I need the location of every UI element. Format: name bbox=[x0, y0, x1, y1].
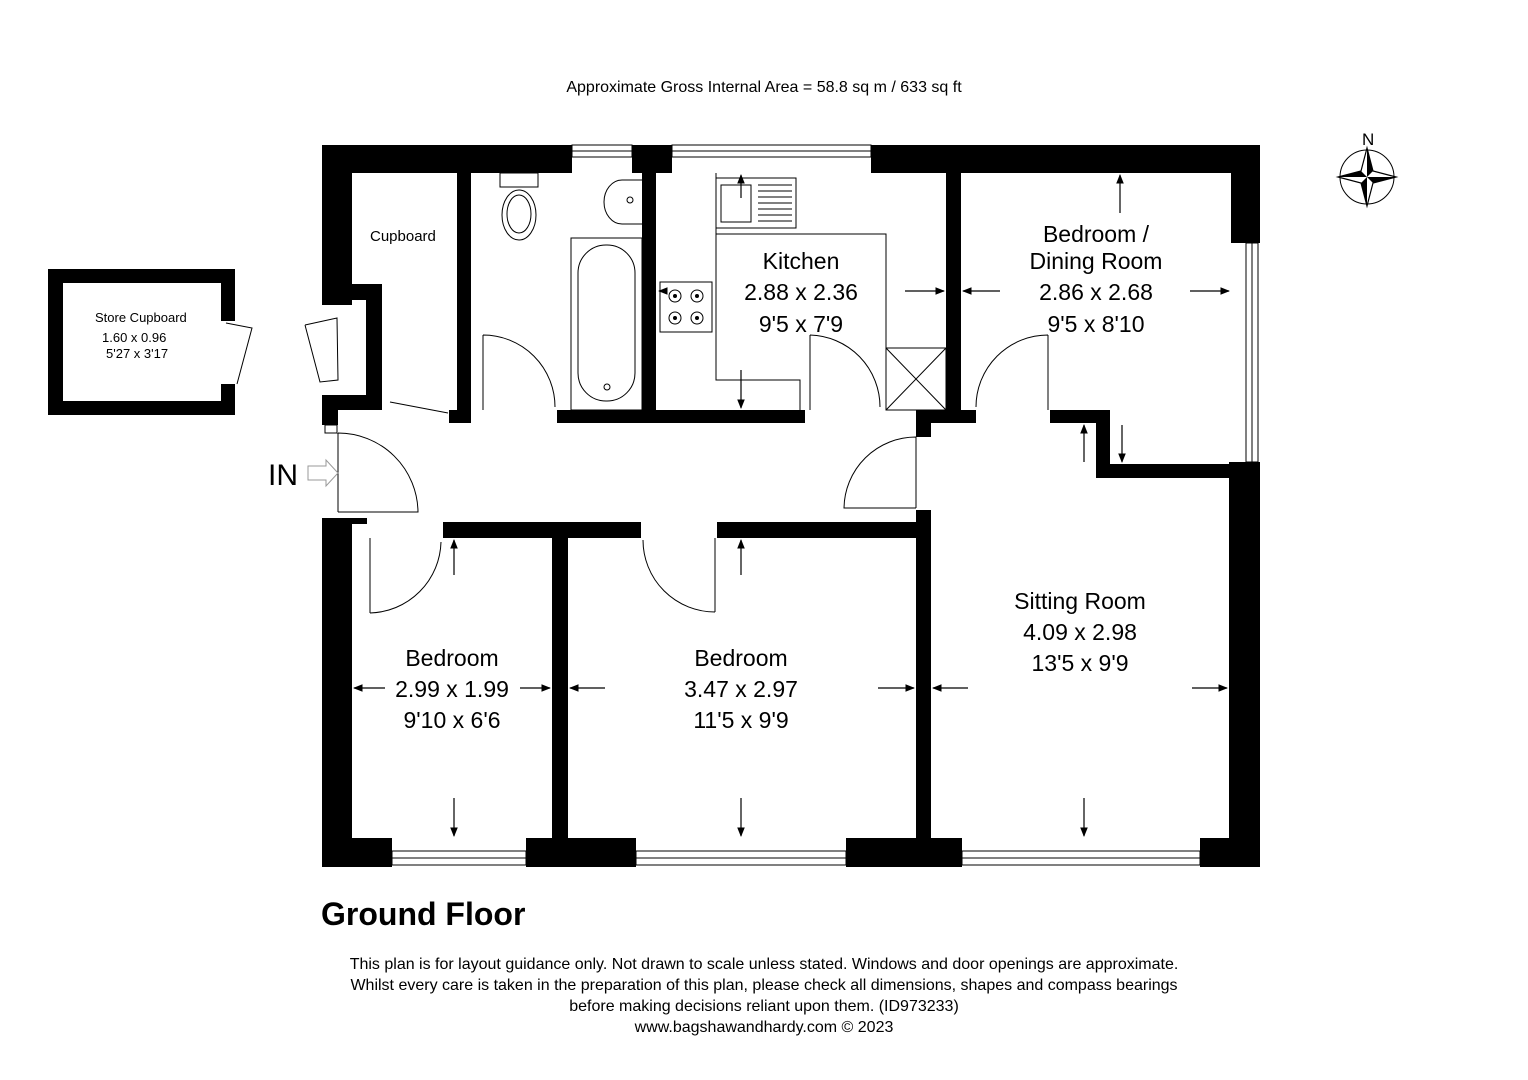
bedroom1-door bbox=[370, 538, 441, 613]
toilet-icon bbox=[500, 173, 538, 240]
store-cupboard-imperial: 5'27 x 3'17 bbox=[106, 346, 169, 361]
sitting-room-metric: 4.09 x 2.98 bbox=[1023, 619, 1137, 645]
compass-rose-icon bbox=[1338, 130, 1396, 206]
bed-dining-imperial: 9'5 x 8'10 bbox=[1047, 311, 1145, 337]
bed-dining-metric: 2.86 x 2.68 bbox=[1039, 279, 1153, 305]
website-copyright: www.bagshawandhardy.com © 2023 bbox=[634, 1019, 894, 1036]
bedroom2-name: Bedroom bbox=[694, 645, 788, 671]
disclaimer-line-3: before making decisions reliant upon them. (ID973233) bbox=[569, 998, 959, 1015]
bed-dining-name-1: Bedroom / bbox=[1042, 221, 1150, 247]
bed-dining-door bbox=[976, 335, 1048, 410]
kitchen-imperial: 9'5 x 7'9 bbox=[758, 311, 844, 337]
gross-internal-area: Approximate Gross Internal Area = 58.8 sq m / 633 sq ft bbox=[566, 79, 962, 96]
bedroom1-metric: 2.99 x 1.99 bbox=[395, 676, 509, 702]
entrance-arrow-icon bbox=[308, 460, 338, 486]
sitting-room-imperial: 13'5 x 9'9 bbox=[1031, 650, 1129, 676]
bedroom1-name: Bedroom bbox=[405, 645, 499, 671]
bath-icon bbox=[571, 238, 642, 410]
bedroom1-imperial: 9'10 x 6'6 bbox=[403, 707, 501, 733]
disclaimer-line-1: This plan is for layout guidance only. Not drawn to scale unless stated. Windows and door openings are approximate. bbox=[349, 956, 1179, 973]
basin-icon bbox=[604, 180, 642, 224]
kitchen-name: Kitchen bbox=[762, 248, 840, 274]
entrance-label: IN bbox=[268, 459, 298, 492]
bedroom2-metric: 3.47 x 2.97 bbox=[684, 676, 798, 702]
sitting-room-name: Sitting Room bbox=[1014, 588, 1146, 614]
disclaimer-line-2: Whilst every care is taken in the preparation of this plan, please check all dimensions, shapes and compass bearings bbox=[350, 977, 1178, 994]
doors bbox=[305, 318, 1048, 613]
kitchen-door bbox=[810, 335, 880, 410]
bedroom2-door bbox=[643, 538, 715, 612]
bathroom-door bbox=[483, 335, 555, 410]
cupboard-label: Cupboard bbox=[370, 228, 436, 245]
floor-label: Ground Floor bbox=[321, 896, 526, 932]
kitchen-metric: 2.88 x 2.36 bbox=[744, 279, 858, 305]
dimension-arrows bbox=[354, 175, 1229, 836]
bed-dining-name-2: Dining Room bbox=[1029, 248, 1163, 274]
bedroom2-imperial: 11'5 x 9'9 bbox=[693, 707, 789, 733]
front-porch-door bbox=[305, 318, 338, 382]
room-labels bbox=[95, 221, 1162, 733]
cupboard-door bbox=[390, 402, 448, 413]
compass-north-label: N bbox=[1362, 130, 1375, 149]
fixtures bbox=[500, 173, 946, 410]
entrance-door bbox=[338, 433, 418, 512]
boiler-cupboard-icon bbox=[886, 348, 946, 410]
entrance-marker bbox=[268, 459, 338, 492]
sitting-room-door bbox=[844, 437, 916, 508]
sink-icon bbox=[716, 178, 796, 228]
store-cupboard-name: Store Cupboard bbox=[95, 310, 187, 325]
store-cupboard-metric: 1.60 x 0.96 bbox=[102, 330, 167, 345]
hob-icon bbox=[660, 282, 712, 332]
